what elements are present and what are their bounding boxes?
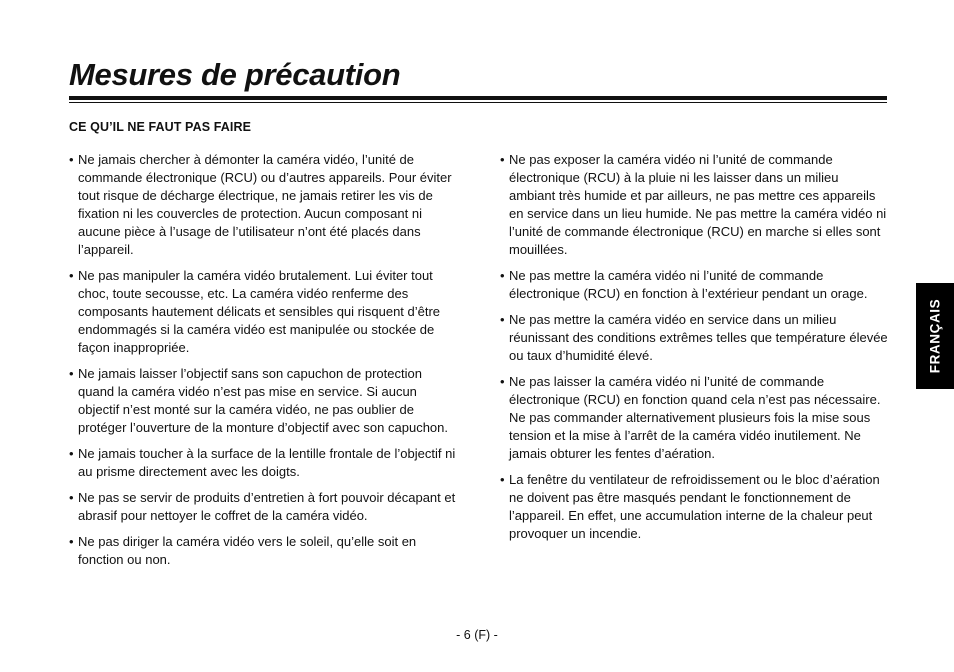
list-item (69, 533, 457, 569)
bullet-icon: • (500, 152, 505, 167)
title-rule-thick (69, 96, 887, 100)
list-item-text: Ne pas laisser la caméra vidéo ni l’unité de commande électronique (RCU) en fonction quand cela n’est pas nécessaire. Ne pas commander alternativement plusieurs fois la mise sous tension et la mise à l’arrêt de la caméra vidéo inutilement. Ne jamais obturer les fentes d’aération. (509, 374, 881, 461)
list-item-text: Ne pas exposer la caméra vidéo ni l’unité de commande électronique (RCU) à la pluie ni les laisser dans un milieu ambiant très humide et par ailleurs, ne pas mettre ces appareils en service dans un lieu humide. Ne pas mettre la caméra vidéo ni l’unité de commande électronique (RCU) en marche si elles sont mouillées. (509, 152, 887, 257)
list-item (69, 365, 457, 437)
list-item (500, 373, 888, 463)
list-item-text: Ne pas mettre la caméra vidéo en service dans un milieu réunissant des conditions extrêmes telles que température élevée ou taux d’humidité élevé. (509, 312, 888, 363)
bullet-icon: • (69, 446, 74, 461)
list-item-text: Ne pas diriger la caméra vidéo vers le soleil, qu’elle soit en fonction ou non. (78, 534, 417, 567)
list-item-text: Ne pas se servir de produits d’entretien à fort pouvoir décapant et abrasif pour nettoyer le coffret de la caméra vidéo. (78, 490, 456, 523)
list-item (500, 311, 888, 365)
list-item (500, 151, 888, 259)
list-item-text: Ne jamais toucher à la surface de la lentille frontale de l’objectif ni au prisme directement avec les doigts. (78, 446, 456, 479)
right-column-list (500, 151, 888, 551)
title-rule-thin (69, 102, 887, 103)
list-item (69, 445, 457, 481)
left-column-list (69, 151, 457, 577)
list-item-text: Ne pas manipuler la caméra vidéo brutalement. Lui éviter tout choc, toute secousse, etc. La caméra vidéo renferme des composants hautement délicats et sensibles qui risquent d’être endommagés si la caméra vidéo est manipulée ou stockée de façon inappropriée. (78, 268, 441, 355)
list-item (500, 267, 888, 303)
bullet-icon: • (500, 374, 505, 389)
list-item (69, 489, 457, 525)
bullet-icon: • (69, 490, 74, 505)
bullet-icon: • (69, 366, 74, 381)
bullet-icon: • (500, 472, 505, 487)
bullet-icon: • (69, 534, 74, 549)
list-item-text: Ne pas mettre la caméra vidéo ni l’unité de commande électronique (RCU) en fonction à l’extérieur pendant un orage. (509, 268, 868, 301)
list-item-text: La fenêtre du ventilateur de refroidissement ou le bloc d’aération ne doivent pas être masqués pendant le fonctionnement de l’appareil. En effet, une accumulation interne de la chaleur peut provoquer un incendie. (509, 472, 880, 541)
section-heading: CE QU’IL NE FAUT PAS FAIRE (69, 120, 252, 134)
bullet-icon: • (69, 268, 74, 283)
language-tab (916, 283, 954, 389)
page-title: Mesures de précaution (69, 57, 401, 92)
list-item-text: Ne jamais laisser l’objectif sans son capuchon de protection quand la caméra vidéo n’est pas mise en service. Si aucun objectif n’est monté sur la caméra vidéo, ne pas oublier de protéger l’ouverture de la monture d’objectif avec son capuchon. (78, 366, 448, 435)
bullet-icon: • (500, 268, 505, 283)
language-tab-label: FRANÇAIS (927, 298, 943, 374)
list-item-text: Ne jamais chercher à démonter la caméra vidéo, l’unité de commande électronique (RCU) ou d’autres appareils. Pour éviter tout risque de décharge électrique, ne jamais retirer les vis de fixation ni les couvercles de protection. Aucun composant ni aucune pièce à l’usage de l’utilisateur n’ont été placés dans l’appareil. (78, 152, 452, 257)
list-item (69, 151, 457, 259)
bullet-icon: • (500, 312, 505, 327)
list-item (500, 471, 888, 543)
page-number: - 6 (F) - (456, 628, 498, 642)
bullet-icon: • (69, 152, 74, 167)
list-item (69, 267, 457, 357)
